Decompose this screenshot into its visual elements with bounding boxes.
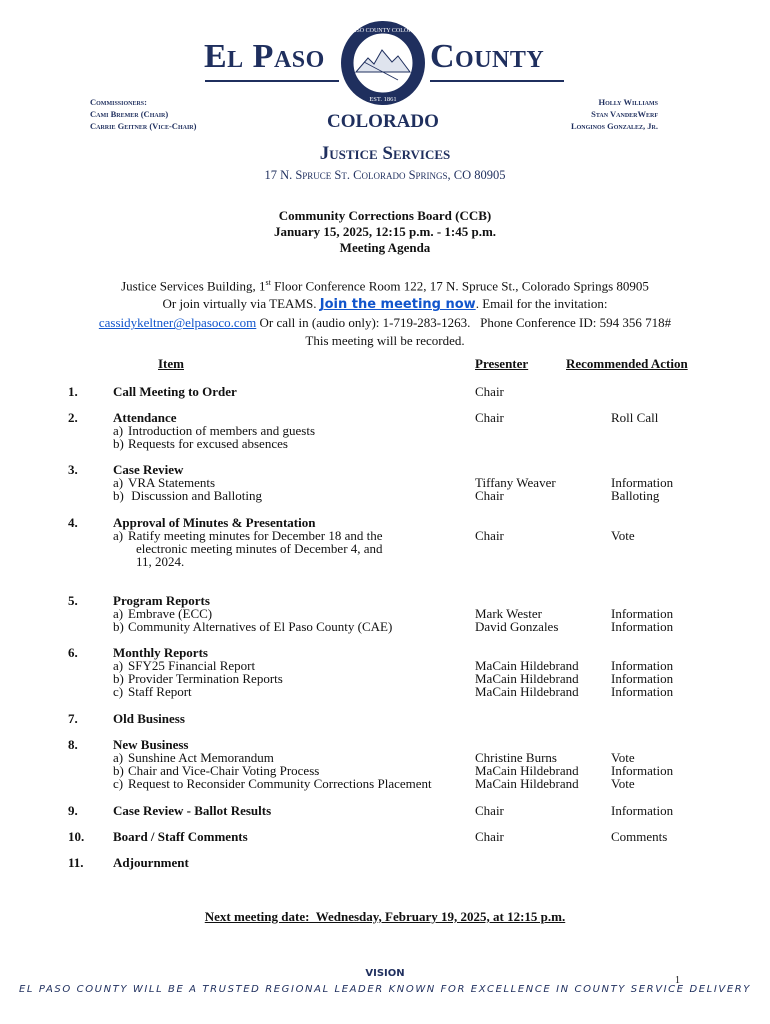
sub-text: VRA Statements — [128, 475, 216, 490]
page-number: 1 — [675, 975, 680, 986]
item-number: 10. — [68, 829, 85, 844]
sub-action: Information — [611, 619, 674, 634]
item-title: Call Meeting to Order — [113, 384, 237, 399]
sub-action: Information — [611, 606, 674, 621]
sub-letter: a) — [113, 528, 124, 543]
item-number: 2. — [68, 410, 78, 425]
department-title: Justice Services — [319, 143, 451, 164]
item-number: 3. — [68, 462, 78, 477]
sub-text: Sunshine Act Memorandum — [128, 750, 274, 765]
commissioner-name: Holly Williams — [598, 97, 658, 107]
item-title: Case Review - Ballot Results — [113, 803, 272, 818]
sub-text: 11, 2024. — [136, 554, 185, 569]
call-in-text: Or call in (audio only): 1-719-283-1263. Phone Conference ID: 594 356 718# — [256, 315, 672, 331]
item-title: Attendance — [113, 410, 177, 425]
item-presenter: Chair — [475, 803, 504, 818]
sub-text: Ratify meeting minutes for December 18 and the — [128, 528, 383, 543]
meeting-location-block — [0, 274, 770, 350]
sub-text: Discussion and Balloting — [128, 488, 262, 503]
commissioner-name: Carrie Geitner (Vice-Chair) — [90, 121, 197, 131]
sub-text: Staff Report — [128, 684, 192, 699]
item-number: 11. — [68, 855, 84, 870]
sub-letter: a) — [113, 423, 124, 438]
sub-presenter: MaCain Hildebrand — [475, 671, 579, 686]
virtual-text: Or join virtually via TEAMS. — [162, 296, 320, 312]
svg-text:EST. 1861: EST. 1861 — [369, 96, 397, 103]
commissioner-name: Stan VanderWerf — [591, 109, 658, 119]
meeting-title-block — [0, 208, 770, 256]
location-superscript: st — [265, 278, 271, 287]
item-action: Comments — [611, 829, 668, 844]
item-number: 7. — [68, 711, 78, 726]
column-header-item: Item — [158, 356, 184, 371]
sub-item — [113, 437, 288, 450]
sub-item — [113, 685, 192, 698]
commissioners-left — [90, 96, 196, 132]
item-number: 6. — [68, 645, 78, 660]
item-title: Approval of Minutes & Presentation — [113, 515, 316, 530]
commissioner-name: Cami Bremer (Chair) — [90, 109, 169, 119]
column-header-presenter: Presenter — [475, 356, 529, 371]
sub-item — [113, 489, 262, 502]
board-name: Community Corrections Board (CCB) — [278, 208, 492, 223]
recording-notice: This meeting will be recorded. — [305, 333, 465, 349]
sub-letter: a) — [113, 750, 124, 765]
item-action: Information — [611, 803, 674, 818]
item-title: Old Business — [113, 711, 185, 726]
item-title: Monthly Reports — [113, 645, 208, 660]
sub-letter: c) — [113, 684, 124, 699]
sub-text: Chair and Vice-Chair Voting Process — [128, 763, 320, 778]
item-title: Adjournment — [113, 855, 189, 870]
contact-info — [0, 314, 770, 332]
sub-text: Community Alternatives of El Paso County (CAE) — [128, 619, 393, 634]
sub-letter: b) — [113, 436, 124, 451]
item-number: 9. — [68, 803, 78, 818]
sub-action: Information — [611, 763, 674, 778]
sub-action: Vote — [611, 776, 635, 791]
county-seal-icon — [340, 20, 426, 106]
item-title: Case Review — [113, 462, 184, 477]
brand-underline-right — [430, 80, 564, 82]
commissioner-name: Longinos Gonzalez, Jr. — [570, 121, 658, 131]
sub-text: Requests for excused absences — [128, 436, 288, 451]
sub-item — [113, 529, 383, 568]
virtual-text: . Email for the invitation: — [475, 296, 608, 312]
sub-presenter: MaCain Hildebrand — [475, 763, 579, 778]
sub-text: SFY25 Financial Report — [128, 658, 256, 673]
sub-letter: c) — [113, 776, 124, 791]
sub-letter: b) — [113, 763, 124, 778]
state-name: COLORADO — [327, 111, 439, 132]
item-title: Program Reports — [113, 593, 210, 608]
item-presenter: Chair — [475, 829, 504, 844]
document-type: Meeting Agenda — [339, 240, 431, 255]
item-title: Board / Staff Comments — [113, 829, 248, 844]
sub-presenter: Chair — [475, 528, 504, 543]
sub-presenter: MaCain Hildebrand — [475, 658, 579, 673]
item-number: 5. — [68, 593, 78, 608]
sub-action: Information — [611, 671, 674, 686]
vision-statement: EL PASO COUNTY WILL BE A TRUSTED REGIONAL LEADER KNOWN FOR EXCELLENCE IN COUNTY SERVICE DELIVERY — [18, 984, 752, 995]
sub-presenter: MaCain Hildebrand — [475, 776, 579, 791]
item-title: New Business — [113, 737, 189, 752]
department-address: 17 N. Spruce St. Colorado Springs, CO 80905 — [264, 168, 506, 182]
brand-underline-left — [205, 80, 339, 82]
sub-presenter: Tiffany Weaver — [475, 475, 556, 490]
location-text: Justice Services Building, 1 — [121, 278, 266, 294]
column-header-action: Recommended Action — [566, 356, 688, 371]
svg-text:EL PASO COUNTY COLORADO: EL PASO COUNTY COLORADO — [340, 28, 426, 34]
location-text: Floor Conference Room 122, 17 N. Spruce St., Colorado Springs 80905 — [270, 278, 649, 294]
sub-presenter: Mark Wester — [475, 606, 542, 621]
item-action: Roll Call — [611, 410, 659, 425]
meeting-datetime: January 15, 2025, 12:15 p.m. - 1:45 p.m. — [273, 224, 497, 239]
meeting-location — [0, 274, 770, 295]
sub-letter: b) — [113, 488, 124, 503]
sub-text: Provider Termination Reports — [128, 671, 283, 686]
sub-action: Information — [611, 658, 674, 673]
next-meeting-date: Next meeting date: Wednesday, February 19, 2025, at 12:15 p.m. — [204, 909, 566, 924]
sub-action: Vote — [611, 528, 635, 543]
sub-letter: b) — [113, 671, 124, 686]
sub-action: Vote — [611, 750, 635, 765]
sub-letter: a) — [113, 475, 124, 490]
sub-text: Request to Reconsider Community Corrections Placement — [128, 776, 432, 791]
sub-item — [113, 777, 432, 790]
sub-letter: a) — [113, 658, 124, 673]
sub-presenter: Chair — [475, 488, 504, 503]
virtual-info — [0, 295, 770, 314]
item-presenter: Chair — [475, 410, 504, 425]
sub-item — [113, 620, 392, 633]
brand-county: County — [430, 38, 545, 75]
vision-label: VISION — [365, 968, 405, 979]
sub-presenter: David Gonzales — [475, 619, 559, 634]
sub-text: electronic meeting minutes of December 4, and — [136, 541, 383, 556]
sub-text: Introduction of members and guests — [128, 423, 316, 438]
sub-action: Information — [611, 475, 674, 490]
item-presenter: Chair — [475, 384, 504, 399]
item-number: 8. — [68, 737, 78, 752]
brand-el-paso: El Paso — [204, 38, 325, 75]
item-number: 4. — [68, 515, 78, 530]
sub-presenter: MaCain Hildebrand — [475, 684, 579, 699]
sub-presenter: Christine Burns — [475, 750, 557, 765]
sub-letter: a) — [113, 606, 124, 621]
commissioners-right — [571, 96, 658, 132]
sub-text: Embrave (ECC) — [128, 606, 213, 621]
join-meeting-link[interactable]: Join the meeting now — [319, 297, 476, 313]
sub-action: Balloting — [611, 488, 660, 503]
item-number: 1. — [68, 384, 78, 399]
email-link[interactable]: cassidykeltner@elpasoco.com — [98, 315, 257, 331]
sub-letter: b) — [113, 619, 124, 634]
commissioners-label: Commissioners: — [90, 97, 147, 107]
sub-action: Information — [611, 684, 674, 699]
